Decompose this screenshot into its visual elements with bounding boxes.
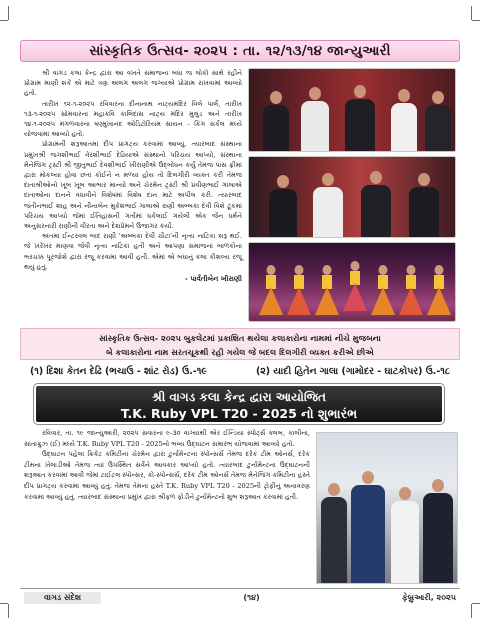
person-figure	[409, 173, 439, 237]
issue-date: ફેબ્રુઆરી, ૨૦૨૫	[401, 592, 456, 602]
notice-line: સાંસ્કૃતિક ઉત્સવ- ૨૦૨૫ બુકલેટમાં પ્રકાશિત થયેલા કલાકારોના નામમાં નીચે મુજબના	[99, 333, 381, 343]
photo-inauguration-ceremony	[316, 432, 458, 584]
artist-name: (૨) યાદી હિતેન ગાલા (ગામોદર - ઘાટકોપર) ઉ.-૧૮	[255, 366, 450, 377]
missing-artist-names	[20, 364, 460, 380]
person-figure	[391, 89, 417, 151]
dancer-figure	[259, 265, 283, 317]
person-figure	[321, 483, 347, 583]
person-figure	[361, 171, 391, 237]
person-figure	[301, 87, 329, 151]
correction-notice	[20, 328, 460, 360]
dancer-figure	[315, 265, 339, 317]
article-paragraph: તારીખ ૧૨-૧-૨૦૨૫ રવિવારના દીનાનાથ નાટ્યમંદિર વિલે પાર્લે, તારીખ ૧૩-૧-૨૦૨૫ સોમવારના મહાકવિ કાલિદાસ નાટ્ય મંદિર મુલુંડ અને તારીખ ૧૪-૧-૨૦૨૫ મંગળવારના ષણ્મુખાનંદ ઓડિટોરિયમ સાયન - કિંગ સર્કલ મધ્યે યોજવામાં આવ્યો હતો.	[24, 99, 242, 139]
person-figure	[423, 479, 453, 583]
person-figure	[345, 85, 375, 151]
person-figure	[313, 173, 343, 237]
page-footer	[20, 588, 460, 604]
photo-stage-speakers-2	[248, 156, 456, 238]
cricket-banner	[34, 384, 444, 424]
magazine-name: વાગડ સંદેશ	[24, 592, 101, 604]
cricket-banner-title: T.K. Ruby VPL T20 - 2025 નો શુભારંભ	[120, 406, 358, 421]
festival-article	[24, 68, 242, 284]
dancer-figure	[287, 265, 311, 317]
crop-mark	[472, 20, 480, 21]
festival-banner: સાંસ્કૃતિક ઉત્સવ- ૨૦૨૫ : તા. ૧૨/૧૩/૧૪ જાન્યુઆરી	[20, 40, 460, 62]
crop-mark	[8, 6, 18, 20]
cricket-article	[24, 428, 310, 502]
crop-mark	[472, 603, 480, 604]
dancer-figure	[399, 265, 423, 317]
crop-mark	[462, 604, 472, 618]
photo-stage-speakers-1	[248, 68, 456, 152]
dancer-figure	[427, 265, 451, 317]
crop-mark	[0, 20, 8, 21]
article-signature: - પાર્વતીબેન ખીરાણી	[184, 275, 242, 284]
article-paragraph: પ્રોગ્રામની શરૂઆતમાં દીપ પ્રાગટ્ય કરવામાં આવ્યું. ત્યારબાદ સંસ્થાના પ્રમુખશ્રી જગશીભાઈ વેરશીભાઈ દેઢિયાએ સંસ્થાનો પરિચય આપ્યો, સંસ્થાના મેનેજિંગ ટ્રસ્ટી શ્રી જીતુભાઈ દેવશીભાઈ ખીરાણીએ ઉદ્બોધન કર્યું તેમજ પાસ ફ્રીમાં દ્વારા મોકલ્યા હોવા છતાં કોઈને ન મળ્યા હોય તો દિલગીરી વ્યક્ત કરી તેમજ દાતાશ્રીઓનો ખૂબ ખૂબ આભાર માન્યો અને ચેરમેન ટ્રસ્ટી શ્રી પ્રવીણભાઈ ગાલાએ દાતાઓના દાનને વધાવીને વિશેષમાં વિશેષ દાન માટે અપીલ કરી. ત્યારબાદ જતીનભાઈ શાહ અને નીનાબેન મુકેશભાઈ ગાલાએ રાણી અબ્બકા દેવી વિશે ટૂંકમાં પરિચય આપ્યો જેમાં ઈતિહાસની ગર્તામાં ધકેલાઈ ગયેલી એક જૈન ધર્મને અનુસરનારી રાણીની વીરતા અને દેશપ્રેમને ઉજાગર કર્યો.	[24, 140, 242, 231]
crop-mark	[8, 604, 18, 618]
crop-mark	[462, 6, 472, 20]
cricket-banner-line: શ્રી વાગડ કલા કેન્દ્ર દ્વારા આયોજિત	[152, 390, 326, 404]
dancer-figure	[343, 261, 367, 317]
person-figure	[425, 91, 451, 151]
magazine-page	[20, 40, 460, 606]
article-paragraph: શ્રી વાગડ કલા કેન્દ્ર દ્વારા આ વખતે સમાજના બધા જ લોકો સાથે રહીને પ્રોગ્રામ માણી શકે એ માટે ત્રણ અલગ અલગ જગ્યાએ પ્રોગ્રામ રાખવામાં આવ્યો હતો.	[24, 69, 242, 98]
person-figure	[391, 487, 419, 583]
article-paragraph: રવિવાર, તા. ૧૯ જાન્યુઆરી, ૨૦૨૫ સવારના ૯-૩૦ વાગ્યાથી એર ઈન્ડિયા સ્પોર્ટ્સ ક્લબ, કાલીના, સાંતાક્રુઝ (ઈ) મધ્યે T.K. Ruby VPL T20 - 2025નો ભવ્ય ઉદ્ઘાટન સમારંભ યોજવામાં આવ્યો હતો.	[24, 429, 310, 448]
crop-mark	[0, 603, 8, 604]
dancer-figure	[371, 265, 395, 317]
person-figure	[263, 91, 289, 151]
artist-name: (૧) દિશા કેતન દેઢિ (ભચાઉ - શાંટ રોડ) ઉ.-૧૯	[30, 366, 207, 377]
person-figure	[269, 175, 297, 237]
photo-dance-performance	[248, 242, 456, 322]
person-figure	[351, 471, 385, 583]
article-paragraph: અંતમાં ઈન્ટરવલ બાદ રાણી 'અબ્બકા દેવી ચૌટા'ની નૃત્ય નાટિકા શરૂ થઈ. જે ખરેખર માણવા જેવી નૃત્ય નાટિકા હતી અને આપણા સમાજનાં બાળકોના ભરચક્ક પૂરજોશે દ્વારા રજૂ કરવામાં આવી હતી. એમાં એ બધાનું કલા કૌશલ્ય રજૂ થયું હતું.	[24, 232, 242, 271]
article-paragraph: ઉદ્ઘાટન પહેલાં ક્રિકેટ કમિટીના ચેરમેન દ્વારા ટુર્નામેન્ટના સ્પોન્સર્સ તેમજ દરેક ટીમ ઓનર્સ, દરેક ટીમના ખેલાડીઓ તેમજ ત્યાં ઉપસ્થિત સર્વેને આવકાર આપ્યો હતો. ત્યારબાદ ટુર્નામેન્ટના ઉદ્ઘાટનની શરૂઆત કરવામાં આવી જેમાં ટાઈટલ સ્પોન્સર, કો-સ્પોન્સર્સ, દરેક ટીમ ઓનર્સ તેમજ મેનેજિંગ કમિટીના હસ્તે દીપ પ્રાગટ્ય કરવામાં આવ્યું હતું. તેમજ તેમના હસ્તે T.K. Ruby VPL T20 - 2025ની ટ્રોફીનું અનાવરણ કરવામાં આવ્યું હતું. ત્યારબાદ સંસ્થાના પ્રમુખ દ્વારા શ્રીફળ ફોડીને ટુર્નામેન્ટનો શુભ શરૂઆત કરવામાં હતી.	[24, 450, 310, 501]
page-number: (૧૪)	[243, 592, 260, 602]
notice-line: બે કલાકારોના નામ સરતચૂકથી રહી ગયેલ જે બદલ દિલગીરી વ્યક્ત કરીએ છીએ	[106, 347, 374, 357]
